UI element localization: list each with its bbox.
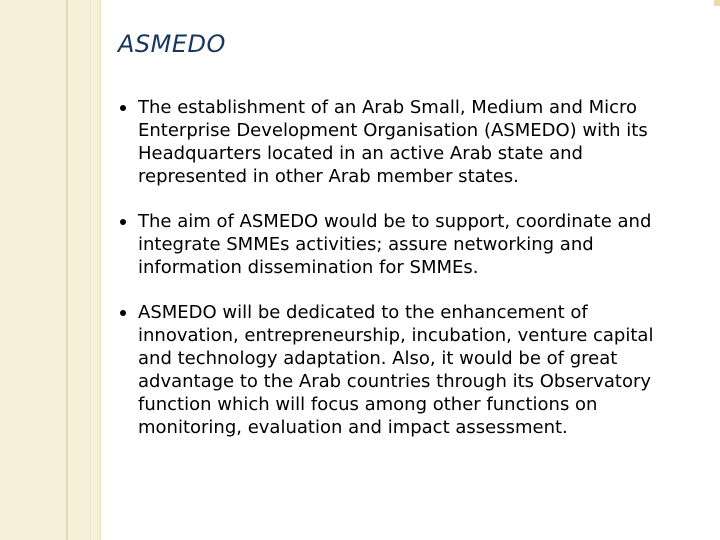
list-item [118,301,688,439]
slide-title: ASMEDO [118,30,226,58]
bullet-list [118,96,688,461]
decorative-left-band [0,0,100,540]
decorative-band-line [100,0,101,540]
list-item [118,96,688,188]
bullet-text: ASMEDO will be dedicated to the enhancement of innovation, entrepreneurship, incubation, venture capital and technology adaptation. Also, it would be of great advantage to the Arab countries through its Observatory function which will focus among other functions on monitoring, evaluation and impact assessment. [138,302,654,438]
list-item [118,210,688,279]
bullet-text: The establishment of an Arab Small, Medium and Micro Enterprise Development Organisation (ASMEDO) with its Headquarters located in an active Arab state and represented in other Arab member states. [138,97,648,187]
bullet-icon [120,105,126,111]
bullet-text: The aim of ASMEDO would be to support, coordinate and integrate SMMEs activities; assure networking and information dissemination for SMMEs. [138,211,652,278]
decorative-band-line [90,0,91,540]
decorative-corner [714,0,720,6]
decorative-band-line [66,0,68,540]
bullet-icon [120,219,126,225]
bullet-icon [120,310,126,316]
